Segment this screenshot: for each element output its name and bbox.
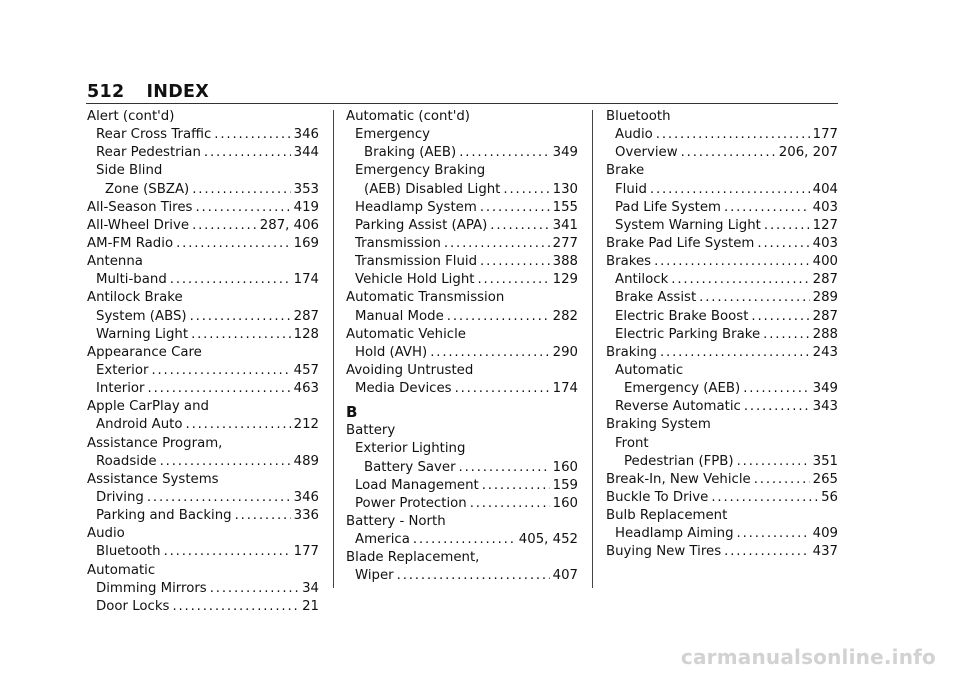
index-entry	[606, 326, 838, 344]
dot-leader	[503, 181, 549, 199]
index-entry	[87, 580, 319, 598]
index-entry	[346, 181, 578, 199]
entry-text: Brake	[606, 163, 645, 179]
index-entry	[346, 326, 578, 344]
entry-page-ref: 160	[552, 459, 578, 475]
entry-text: All-Wheel Drive	[87, 217, 190, 233]
index-entry	[346, 126, 578, 144]
index-entry	[87, 416, 319, 434]
dot-leader	[176, 235, 291, 253]
index-entry	[606, 289, 838, 307]
index-entry	[87, 126, 319, 144]
entry-text: Braking	[606, 344, 657, 360]
entry-text: Alert (cont'd)	[87, 109, 175, 124]
entry-text: Fluid	[615, 181, 647, 197]
entry-text: Load Management	[355, 477, 479, 493]
index-entry	[346, 459, 578, 477]
index-entry	[346, 567, 578, 585]
entry-text: Assistance Systems	[87, 471, 219, 487]
entry-page-ref: 290	[552, 344, 578, 360]
index-entry	[346, 199, 578, 217]
entry-text: Exterior	[96, 362, 149, 378]
entry-page-ref: 388	[552, 254, 578, 270]
entry-text: Braking (AEB)	[364, 145, 457, 161]
entry-text: Pedestrian (FPB)	[624, 453, 734, 469]
section-letter: B	[346, 403, 358, 422]
entry-page-ref: 127	[812, 217, 838, 233]
index-entry	[87, 398, 319, 416]
entry-text: Side Blind	[96, 163, 163, 179]
entry-page-ref: 243	[812, 344, 838, 360]
index-entry	[87, 562, 319, 580]
index-entry	[606, 453, 838, 471]
index-entry	[87, 108, 319, 126]
page-header	[87, 82, 209, 102]
entry-page-ref: 206, 207	[778, 145, 838, 161]
index-entry	[346, 422, 578, 440]
index-entry	[87, 435, 319, 453]
index-entry	[87, 471, 319, 489]
dot-leader	[455, 380, 550, 398]
entry-page-ref: 344	[293, 145, 319, 161]
index-entry	[606, 344, 838, 362]
entry-text: Parking and Backing	[96, 508, 232, 524]
index-entry	[606, 181, 838, 199]
entry-text: All-Season Tires	[87, 199, 193, 215]
entry-page-ref: 343	[812, 399, 838, 415]
index-entry	[606, 253, 838, 271]
dot-leader	[204, 144, 291, 162]
index-entry	[606, 416, 838, 434]
dot-leader	[480, 253, 550, 271]
dot-leader	[754, 471, 810, 489]
index-entry	[87, 344, 319, 362]
entry-text: Front	[615, 435, 649, 451]
entry-text: Power Protection	[355, 495, 467, 511]
index-entry	[87, 162, 319, 180]
index-entry	[606, 507, 838, 525]
entry-text: Automatic Vehicle	[346, 326, 466, 342]
column-divider-1	[333, 110, 334, 588]
entry-text: Battery Saver	[364, 459, 456, 475]
entry-text: Driving	[96, 489, 144, 505]
index-entry	[87, 489, 319, 507]
index-entry	[87, 253, 319, 271]
index-entry	[606, 380, 838, 398]
entry-text: Apple CarPlay and	[87, 399, 209, 415]
entry-text: Battery - North	[346, 513, 446, 529]
dot-leader	[195, 199, 290, 217]
entry-page-ref: 212	[293, 417, 319, 433]
index-entry	[346, 235, 578, 253]
entry-text: Overview	[615, 145, 678, 161]
entry-page-ref: 489	[293, 453, 319, 469]
entry-page-ref: 159	[552, 477, 578, 493]
index-entry	[346, 108, 578, 126]
index-entry	[606, 543, 838, 561]
dot-leader	[470, 495, 550, 513]
dot-leader	[743, 380, 809, 398]
index-entry	[87, 543, 319, 561]
entry-text: Emergency	[355, 127, 430, 143]
index-entry	[346, 344, 578, 362]
entry-page-ref: 289	[812, 290, 838, 306]
index-entry	[87, 181, 319, 199]
index-entry	[87, 289, 319, 307]
entry-text: Zone (SBZA)	[105, 181, 190, 197]
index-entry	[606, 308, 838, 326]
entry-text: Hold (AVH)	[355, 344, 428, 360]
entry-text: Android Auto	[96, 417, 183, 433]
entry-text: Break-In, New Vehicle	[606, 471, 751, 487]
entry-text: Automatic	[87, 562, 156, 578]
index-entry	[346, 362, 578, 380]
entry-text: System (ABS)	[96, 308, 187, 324]
index-entry	[87, 453, 319, 471]
index-entry	[606, 108, 838, 126]
entry-text: Automatic (cont'd)	[346, 109, 470, 124]
dot-leader	[656, 126, 810, 144]
index-entry	[346, 495, 578, 513]
index-entry	[346, 549, 578, 567]
entry-page-ref: 174	[293, 272, 319, 288]
index-entry	[87, 217, 319, 235]
entry-page-ref: 341	[552, 217, 578, 233]
dot-leader	[186, 416, 291, 434]
index-entry	[87, 308, 319, 326]
entry-text: Manual Mode	[355, 308, 444, 324]
dot-leader	[160, 453, 291, 471]
entry-text: Battery	[346, 423, 396, 439]
dot-leader	[413, 531, 516, 549]
entry-text: Transmission Fluid	[355, 254, 478, 270]
entry-text: (AEB) Disabled Light	[364, 181, 501, 197]
dot-leader	[763, 326, 809, 344]
index-entry	[346, 440, 578, 458]
entry-text: Roadside	[96, 453, 157, 469]
dot-leader	[147, 489, 291, 507]
dot-leader	[654, 253, 810, 271]
index-column-2	[346, 108, 578, 586]
entry-text: Audio	[615, 127, 653, 143]
index-entry	[346, 380, 578, 398]
entry-page-ref: 288	[812, 326, 838, 342]
index-entry	[346, 144, 578, 162]
index-column-1	[87, 108, 319, 616]
watermark: carmanualsonline.info	[680, 645, 936, 669]
dot-leader	[190, 308, 291, 326]
index-entry	[606, 471, 838, 489]
entry-text: Audio	[87, 526, 125, 542]
entry-page-ref: 437	[812, 544, 838, 560]
dot-leader	[737, 453, 810, 471]
index-entry	[87, 380, 319, 398]
entry-page-ref: 403	[812, 199, 838, 215]
dot-leader	[164, 543, 291, 561]
entry-text: System Warning Light	[615, 217, 761, 233]
entry-text: Warning Light	[96, 326, 189, 342]
index-entry	[346, 477, 578, 495]
entry-text: Rear Cross Traffic	[96, 127, 212, 143]
entry-text: Automatic Transmission	[346, 290, 505, 306]
entry-page-ref: 457	[293, 362, 319, 378]
dot-leader	[764, 217, 810, 235]
entry-page-ref: 265	[812, 471, 838, 487]
entry-page-ref: 405, 452	[518, 532, 578, 548]
entry-text: Exterior Lighting	[355, 441, 466, 457]
dot-leader	[430, 344, 549, 362]
index-entry	[87, 235, 319, 253]
entry-page-ref: 128	[293, 326, 319, 342]
entry-text: Transmission	[355, 235, 441, 251]
index-entry	[346, 531, 578, 549]
entry-page-ref: 349	[812, 381, 838, 397]
index-entry	[606, 144, 838, 162]
entry-page-ref: 160	[552, 495, 578, 511]
entry-page-ref: 56	[821, 489, 838, 505]
entry-page-ref: 129	[552, 272, 578, 288]
entry-page-ref: 277	[552, 235, 578, 251]
entry-page-ref: 282	[552, 308, 578, 324]
entry-text: Bluetooth	[96, 544, 161, 560]
entry-page-ref: 177	[293, 544, 319, 560]
entry-text: Headlamp Aiming	[615, 526, 734, 542]
entry-text: Buckle To Drive	[606, 489, 709, 505]
dot-leader	[192, 181, 290, 199]
index-entry	[87, 525, 319, 543]
index-entry	[346, 289, 578, 307]
entry-text: Brakes	[606, 254, 652, 270]
entry-text: Reverse Automatic	[615, 399, 741, 415]
index-entry	[346, 513, 578, 531]
index-entry	[87, 362, 319, 380]
entry-text: Buying New Tires	[606, 544, 722, 560]
entry-text: Door Locks	[96, 598, 170, 614]
entry-text: Rear Pedestrian	[96, 145, 201, 161]
dot-leader	[477, 271, 549, 289]
dot-leader	[170, 271, 291, 289]
entry-page-ref: 21	[302, 598, 319, 614]
entry-page-ref: 287	[293, 308, 319, 324]
entry-page-ref: 404	[812, 181, 838, 197]
entry-text: Vehicle Hold Light	[355, 272, 475, 288]
dot-leader	[660, 344, 810, 362]
dot-leader	[447, 308, 550, 326]
dot-leader	[490, 217, 549, 235]
index-entry	[606, 126, 838, 144]
entry-text: Emergency (AEB)	[624, 381, 741, 397]
dot-leader	[235, 507, 291, 525]
index-entry	[87, 326, 319, 344]
entry-text: Media Devices	[355, 381, 452, 397]
index-entry	[346, 271, 578, 289]
entry-page-ref: 407	[552, 568, 578, 584]
dot-leader	[482, 477, 550, 495]
entry-page-ref: 351	[812, 453, 838, 469]
dot-leader	[737, 525, 810, 543]
dot-leader	[459, 144, 549, 162]
dot-leader	[148, 380, 291, 398]
dot-leader	[711, 489, 818, 507]
entry-page-ref: 409	[812, 526, 838, 542]
entry-text: Electric Parking Brake	[615, 326, 761, 342]
entry-text: Multi-band	[96, 272, 167, 288]
entry-page-ref: 463	[293, 381, 319, 397]
entry-text: AM-FM Radio	[87, 235, 174, 251]
index-column-3	[606, 108, 838, 562]
dot-leader	[397, 567, 550, 585]
entry-text: Blade Replacement,	[346, 550, 480, 566]
dot-leader	[724, 543, 809, 561]
index-entry	[606, 525, 838, 543]
entry-page-ref: 400	[812, 254, 838, 270]
index-entry	[87, 271, 319, 289]
entry-page-ref: 419	[293, 199, 319, 215]
dot-leader	[744, 398, 810, 416]
entry-text: Antenna	[87, 254, 143, 270]
entry-text: Assistance Program,	[87, 435, 223, 451]
dot-leader	[650, 181, 810, 199]
index-entry	[87, 199, 319, 217]
dot-leader	[757, 235, 809, 253]
entry-page-ref: 349	[552, 145, 578, 161]
index-entry	[606, 362, 838, 380]
entry-page-ref: 155	[552, 199, 578, 215]
dot-leader	[214, 126, 290, 144]
entry-text: Parking Assist (APA)	[355, 217, 488, 233]
index-entry	[346, 217, 578, 235]
entry-page-ref: 287, 406	[259, 217, 319, 233]
dot-leader	[671, 271, 809, 289]
entry-page-ref: 353	[293, 181, 319, 197]
index-entry	[606, 162, 838, 180]
dot-leader	[210, 580, 299, 598]
index-entry	[346, 253, 578, 271]
index-entry	[87, 507, 319, 525]
dot-leader	[459, 459, 550, 477]
dot-leader	[191, 326, 291, 344]
index-entry	[87, 598, 319, 616]
dot-leader	[192, 217, 257, 235]
entry-text: Braking System	[606, 417, 711, 433]
entry-page-ref: 177	[812, 127, 838, 143]
entry-text: Electric Brake Boost	[615, 308, 749, 324]
index-entry	[346, 162, 578, 180]
entry-text: Emergency Braking	[355, 163, 486, 179]
index-entry	[346, 308, 578, 326]
entry-text: Automatic	[615, 362, 684, 378]
page-number: 512	[87, 82, 125, 102]
index-entry	[606, 235, 838, 253]
index-entry	[606, 199, 838, 217]
entry-text: Antilock	[615, 272, 669, 288]
entry-text: Brake Assist	[615, 290, 697, 306]
entry-page-ref: 336	[293, 508, 319, 524]
dot-leader	[724, 199, 810, 217]
dot-leader	[151, 362, 290, 380]
dot-leader	[172, 598, 299, 616]
entry-text: America	[355, 532, 410, 548]
entry-text: Bluetooth	[606, 109, 671, 124]
entry-text: Brake Pad Life System	[606, 235, 755, 251]
index-entry	[606, 217, 838, 235]
dot-leader	[699, 289, 809, 307]
dot-leader	[480, 199, 550, 217]
entry-text: Pad Life System	[615, 199, 722, 215]
index-entry	[606, 435, 838, 453]
page-title: INDEX	[146, 82, 210, 102]
dot-leader	[751, 308, 809, 326]
entry-text: Antilock Brake	[87, 290, 183, 306]
entry-text: Avoiding Untrusted	[346, 362, 474, 378]
dot-leader	[681, 144, 776, 162]
entry-page-ref: 287	[812, 272, 838, 288]
column-divider-2	[592, 110, 593, 588]
entry-page-ref: 287	[812, 308, 838, 324]
entry-page-ref: 34	[302, 580, 319, 596]
entry-page-ref: 346	[293, 489, 319, 505]
entry-text: Interior	[96, 381, 145, 397]
index-entry	[606, 398, 838, 416]
entry-page-ref: 169	[293, 235, 319, 251]
entry-text: Bulb Replacement	[606, 508, 728, 524]
index-entry	[87, 144, 319, 162]
dot-leader	[444, 235, 550, 253]
header-rule	[86, 103, 838, 104]
entry-page-ref: 403	[812, 235, 838, 251]
entry-text: Wiper	[355, 568, 394, 584]
entry-text: Appearance Care	[87, 344, 202, 360]
entry-page-ref: 130	[552, 181, 578, 197]
entry-page-ref: 174	[552, 381, 578, 397]
index-entry	[606, 489, 838, 507]
entry-text: Dimming Mirrors	[96, 580, 207, 596]
entry-page-ref: 346	[293, 127, 319, 143]
entry-text: Headlamp System	[355, 199, 477, 215]
index-entry	[606, 271, 838, 289]
